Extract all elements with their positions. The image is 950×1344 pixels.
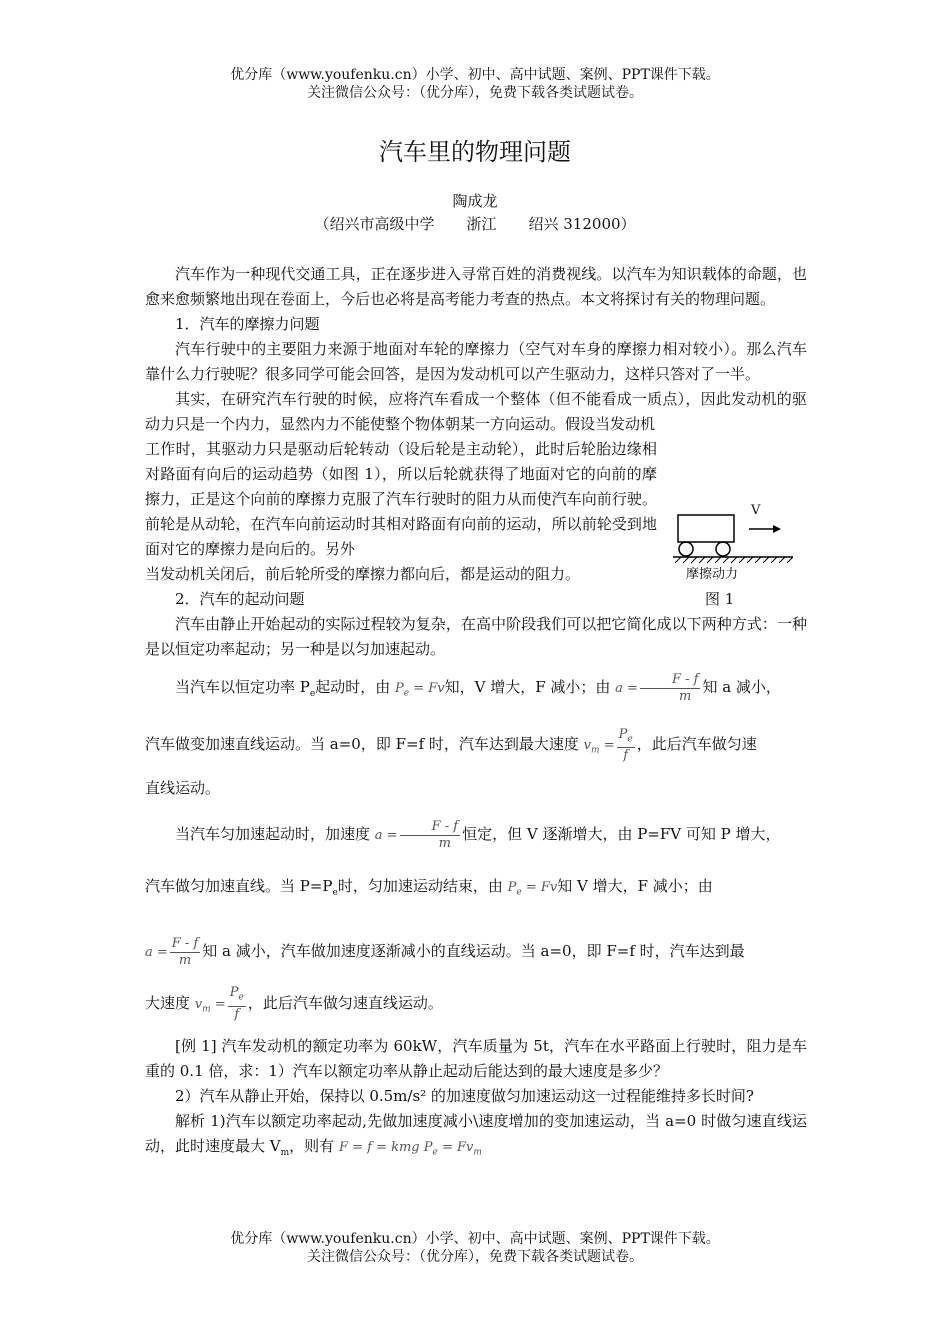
text-span: 起动时，由 — [315, 678, 391, 696]
formula-final: F = f = kmg $P_e = Fv_m$ — [338, 1140, 482, 1158]
formula-a-2: a = $\frac{F - f}{m}$ — [374, 818, 459, 851]
formula-vm: $v_m$ = $\frac{P_e}{f}$ — [583, 726, 633, 764]
section-2-paragraph-3 — [145, 719, 807, 776]
article-title: 汽车里的物理问题 — [379, 138, 571, 166]
affiliation-school: （绍兴市高级中学 — [314, 215, 435, 233]
footer-line-1: 优分库（www.youfenku.cn）小学、初中、高中试题、案例、PPT课件下载。 — [230, 1231, 720, 1247]
section-1-paragraph-1: 汽车行驶中的主要阻力来源于地面对车轮的摩擦力（空气对车身的摩擦力相对较小）。那么汽车靠什么力行驶呢？很多同学可能会回答，是因为发动机可以产生驱动力，这样只答对了一半。 — [145, 340, 807, 383]
subscript: m — [280, 1148, 290, 1159]
text-span: 时，匀加速运动结束，由 — [337, 876, 503, 895]
footer-line-2: 关注微信公众号：（优分库），免费下载各类试题试卷。 — [307, 1249, 643, 1265]
text-span: 当汽车匀加速起动时，加速度 — [175, 824, 371, 843]
section-2-paragraph-6 — [145, 861, 807, 918]
text-span: 汽车做匀加速直线。当 P=P — [145, 876, 333, 895]
header-line-2: 关注微信公众号：（优分库），免费下载各类试题试卷。 — [307, 85, 643, 101]
text-span: 恒定，但 V 逐渐增大，由 P=FV 可知 P 增大， — [462, 824, 781, 843]
affiliation — [0, 213, 950, 234]
header-line-1: 优分库（www.youfenku.cn）小学、初中、高中试题、案例、PPT课件下载。 — [230, 67, 720, 83]
subscript: e — [309, 689, 316, 699]
example-1: [例 1] 汽车发动机的额定功率为 60kW，汽车质量为 5t，汽车在水平路面上行驶时，阻力是车重的 0.1 倍，求：1）汽车以额定功率从静止起动后能达到的最大速度是多少？ — [145, 1037, 807, 1081]
section-2-title: 2．汽车的起动问题 — [175, 590, 305, 608]
section-1-paragraph-2b: 工作时，其驱动力只是驱动后轮转动（设后轮是主动轮），此时后轮胎边缘相对路面有向后的运动趋势（如图 1），所以后轮就获得了地面对它的向前的摩擦力，正是这个向前的摩擦力克服了汽车行驶时的阻力从而使汽车向前行驶。前轮是从动轮，在汽车向前运动时其相对路面有向前的运动，所以前轮受到地面对它的摩擦力是向后的。另外 — [145, 440, 657, 558]
text-span: 知 V 增大，F 减小；由 — [557, 876, 713, 895]
section-1-paragraph-2a: 其实，在研究汽车行驶的时候，应将汽车看成一个整体（但不能看成一质点），因此发动机的驱动力只是一个内力，显然内力不能使整个物体朝某一方向运动。假设当发动机 — [145, 390, 807, 433]
text-span: 汽车做变加速直线运动。当 a=0，即 F=f 时，汽车达到最大速度 — [145, 735, 579, 753]
formula-a: a = $\frac{F - f}{m}$ — [615, 672, 699, 704]
example-1-question-2: 2）汽车从静止开始，保持以 0.5m/s² 的加速度做匀加速运动这一过程能维持多长时间? — [175, 1087, 754, 1106]
section-2-paragraph-7 — [145, 926, 807, 978]
article-body — [145, 262, 807, 1166]
figure-caption: 图 1 — [705, 590, 735, 608]
intro-paragraph: 汽车作为一种现代交通工具，正在逐步进入寻常百姓的消费视线。以汽车为知识载体的命题，也愈来愈频繁地出现在卷面上，今后也必将是高考能力考查的热点。本文将探讨有关的物理问题。 — [145, 265, 807, 308]
text-span: ，则有 — [289, 1137, 335, 1156]
section-2-paragraph-4: 直线运动。 — [145, 778, 221, 797]
section-2-paragraph-8 — [145, 978, 807, 1035]
front-wheel — [716, 542, 730, 556]
text-span: 知 a 减小， — [702, 678, 781, 696]
text-span: 当汽车以恒定功率 P — [175, 678, 310, 696]
page-header — [0, 66, 950, 102]
formula-pe-fv-2: $P_e = Fv$ — [507, 879, 558, 898]
rear-wheel — [679, 542, 693, 556]
car-body — [678, 515, 734, 542]
section-2-paragraph-2 — [145, 662, 807, 719]
text-span: ，此后汽车做匀速直线运动。 — [247, 993, 443, 1012]
friction-label: 摩擦动力 — [686, 567, 739, 582]
formula-vm-2: $v_m$ = $\frac{P_e}{f}$ — [194, 985, 244, 1022]
formula-pe-fv: $P_e = Fv$ — [395, 681, 445, 699]
text-span: 知，V 增大，F 减小；由 — [444, 678, 611, 696]
text-span: ，此后汽车做匀速 — [636, 735, 757, 753]
analysis — [145, 1109, 807, 1166]
velocity-arrowhead — [773, 525, 781, 533]
section-1-title: 1．汽车的摩擦力问题 — [175, 315, 320, 333]
section-2-paragraph-5 — [145, 809, 807, 861]
text-span: 解析 1)汽车以额定功率起动,先做加速度减小\速度增加的变加速运动，当 a=0 时做匀速直线运动，此时速度最大 V — [145, 1112, 807, 1156]
affiliation-city: 绍兴 312000） — [528, 215, 636, 233]
text-span: 知 a 减小，汽车做加速度逐渐减小的直线运动。当 a=0，即 F=f 时，汽车达到最 — [202, 941, 745, 960]
section-1-paragraph-2c: 当发动机关闭后，前后轮所受的摩擦力都向后，都是运动的阻力。 — [145, 565, 581, 583]
section-2-paragraph-1: 汽车由静止开始起动的实际过程较为复杂，在高中阶段我们可以把它简化成以下两种方式：一种是以恒定功率起动；另一种是以匀加速起动。 — [145, 615, 807, 658]
author: 陶成龙 — [452, 192, 498, 210]
formula-a-3: a = $\frac{F - f}{m}$ — [145, 935, 199, 968]
affiliation-province: 浙江 — [466, 215, 497, 233]
subscript: e — [332, 887, 338, 898]
velocity-label: V — [751, 503, 761, 518]
text-span: 大速度 — [145, 993, 191, 1012]
page-footer — [0, 1230, 950, 1266]
